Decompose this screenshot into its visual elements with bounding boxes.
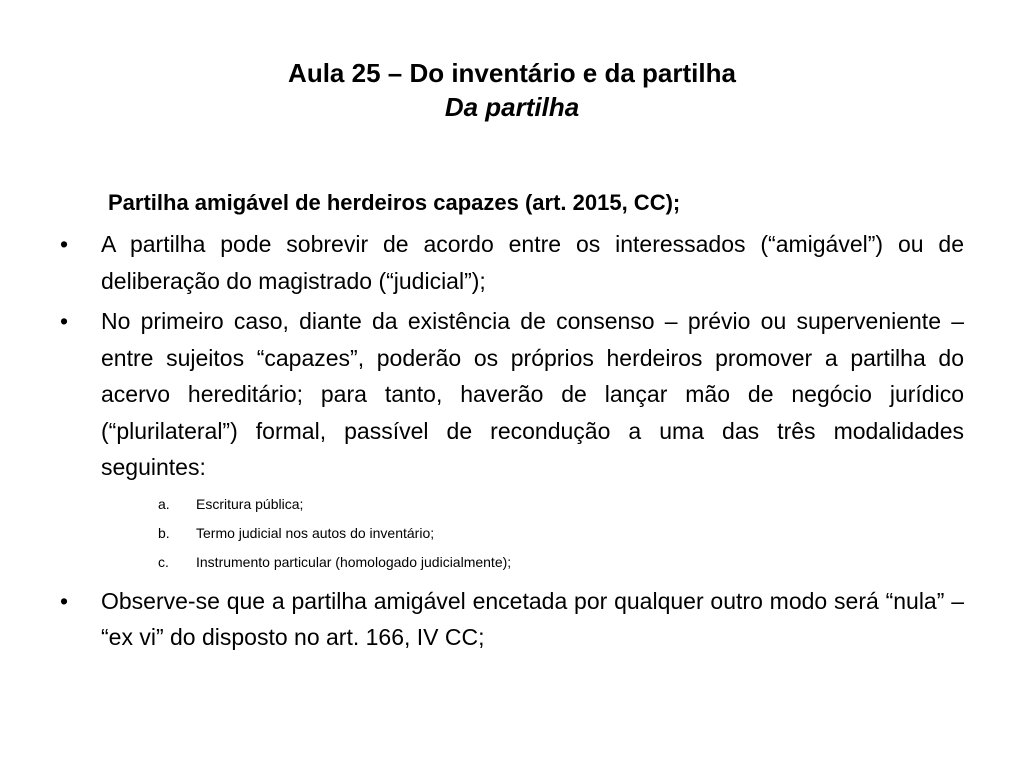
list-item-text: Escritura pública; [196, 495, 304, 512]
list-item [58, 548, 964, 577]
bullet-symbol: • [60, 308, 69, 334]
bullet-text: A partilha pode sobrevir de acordo entre os interessados (“amigável”) ou de deliberação do magistrado (“judicial”); [101, 231, 964, 294]
modalities-list [58, 490, 964, 577]
list-marker: b. [158, 524, 170, 541]
bullet-text: Observe-se que a partilha amigável encetada por qualquer outro modo será “nula” – “ex vi” do disposto no art. 166, IV CC; [101, 587, 964, 650]
bullet-item [58, 226, 964, 299]
list-item-text: Instrumento particular (homologado judicialmente); [196, 553, 512, 570]
bullet-text: No primeiro caso, diante da existência de consenso – prévio ou superveniente – entre sujeitos “capazes”, poderão os próprios herdeiros promover a partilha do acervo hereditário; para tanto, haverão de lançar mão de negócio jurídico (“plurilateral”) formal, passível de recondução a uma das três modalidades seguintes: [101, 308, 964, 480]
slide-title: Aula 25 – Do inventário e da partilha [288, 58, 736, 88]
bullet-item [58, 583, 964, 656]
list-marker: c. [158, 553, 169, 570]
list-marker: a. [158, 495, 170, 512]
list-item [58, 490, 964, 519]
bullet-item [58, 303, 964, 486]
list-item-text: Termo judicial nos autos do inventário; [196, 524, 435, 541]
title-block [0, 56, 1024, 124]
lead-heading: Partilha amigável de herdeiros capazes (art. 2015, CC); [108, 190, 681, 215]
list-item [58, 519, 964, 548]
slide-content [58, 186, 964, 660]
bullet-symbol: • [60, 587, 69, 614]
bullet-symbol: • [60, 231, 69, 257]
slide-subtitle: Da partilha [444, 92, 580, 122]
